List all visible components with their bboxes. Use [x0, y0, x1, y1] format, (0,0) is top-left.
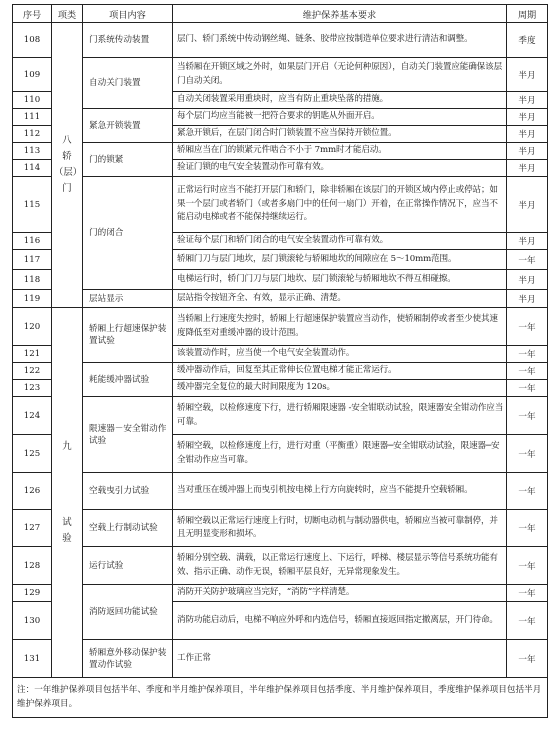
item-up-overspeed: 轿厢上行超速保护装置试验: [83, 308, 173, 363]
row-number: 126: [13, 473, 52, 510]
row-number: 121: [13, 346, 52, 363]
cycle-value: 一年: [507, 363, 548, 380]
category-eight: 八 轿 （层） 门: [52, 23, 83, 308]
cycle-value: 半月: [507, 290, 548, 308]
note-row: [13, 678, 548, 718]
row-number: 130: [13, 602, 52, 640]
table-note: 注：一年维护保养项目包括半年、季度和半月维护保养项目，半年维护保养项目包括季度、半月维护保养项目，季度维护保养项目包括半月维护保养项目。: [13, 678, 548, 718]
requirement-text: 当轿厢上行速度失控时，轿厢上行超速保护装置应当动作，使轿厢制停或者至少使其速度降低至对重缓冲器的设计范围。: [173, 308, 507, 346]
header-requirement: 维护保养基本要求: [173, 5, 507, 23]
requirement-text: 轿厢分别空载、满载，以正常运行速度上、下运行，呼梯、楼层显示等信号系统功能有效、指示正确、动作无误，轿厢平层良好，无异常现象发生。: [173, 547, 507, 585]
cycle-value: 季度: [507, 23, 548, 58]
requirement-text: 层门、轿门系统中传动钢丝绳、链条、胶带应按制造单位要求进行清洁和调整。: [173, 23, 507, 58]
maintenance-table: [12, 4, 548, 718]
item-unintended-move: 轿厢意外移动保护装置动作试验: [83, 640, 173, 678]
cycle-value: 半月: [507, 126, 548, 143]
table-row: [13, 58, 548, 92]
cycle-value: 一年: [507, 250, 548, 270]
requirement-text: 轿厢门刀与层门地坎，层门锁滚轮与轿厢地坎的间隙应在 5～10mm范围。: [173, 250, 507, 270]
row-number: 119: [13, 290, 52, 308]
cycle-value: 一年: [507, 585, 548, 602]
cycle-value: 半月: [507, 92, 548, 109]
header-number: 序号: [13, 5, 52, 23]
requirement-text: 层站指令按钮齐全、有效，显示正确、清楚。: [173, 290, 507, 308]
item-door-transmission: 门系统传动装置: [83, 23, 173, 58]
cycle-value: 一年: [507, 308, 548, 346]
row-number: 114: [13, 160, 52, 177]
cycle-value: 半月: [507, 233, 548, 250]
cycle-value: 一年: [507, 510, 548, 547]
row-number: 129: [13, 585, 52, 602]
row-number: 109: [13, 58, 52, 92]
requirement-text: 每个层门均应当能被一把符合要求的钥匙从外面开启。: [173, 109, 507, 126]
cycle-value: 半月: [507, 177, 548, 233]
item-door-lock: 门的锁紧: [83, 143, 173, 177]
item-fire-return: 消防返回功能试验: [83, 585, 173, 640]
cycle-value: 半月: [507, 270, 548, 290]
row-number: 122: [13, 363, 52, 380]
row-number: 127: [13, 510, 52, 547]
row-number: 125: [13, 435, 52, 473]
requirement-text: 轿厢空载以正常运行速度上行时，切断电动机与制动器供电，轿厢应当被可靠制停，并且无明显变形和损坏。: [173, 510, 507, 547]
table-row: [13, 640, 548, 678]
cycle-value: 半月: [507, 58, 548, 92]
table-row: [13, 547, 548, 585]
requirement-text: 消防功能启动后，电梯不响应外呼和内选信号，轿厢直接返回指定撤离层，开门待命。: [173, 602, 507, 640]
table-row: [13, 397, 548, 435]
item-traction-test: 空载曳引力试验: [83, 473, 173, 510]
maintenance-table-page: [12, 4, 547, 718]
requirement-text: 轿厢空载，以检修速度下行，进行轿厢限速器 -安全钳联动试验，限速器安全钳动作应当可靠。: [173, 397, 507, 435]
cycle-value: 一年: [507, 397, 548, 435]
requirement-text: 轿厢应当在门的锁紧元件啮合不小于 7mm时才能启动。: [173, 143, 507, 160]
requirement-text: 缓冲器完全复位的最大时间限度为 120s。: [173, 380, 507, 397]
requirement-text: 验证每个层门和轿门闭合的电气安全装置动作可靠有效。: [173, 233, 507, 250]
item-door-closing: 门的闭合: [83, 177, 173, 290]
header-category: 项类: [52, 5, 83, 23]
requirement-text: 验证门锁的电气安全装置动作可靠有效。: [173, 160, 507, 177]
row-number: 112: [13, 126, 52, 143]
row-number: 108: [13, 23, 52, 58]
row-number: 123: [13, 380, 52, 397]
row-number: 113: [13, 143, 52, 160]
row-number: 117: [13, 250, 52, 270]
table-row: [13, 143, 548, 160]
row-number: 110: [13, 92, 52, 109]
cycle-value: 一年: [507, 346, 548, 363]
cycle-value: 一年: [507, 380, 548, 397]
table-header-row: [13, 5, 548, 23]
table-row: [13, 177, 548, 233]
requirement-text: 自动关闭装置采用重块时，应当有防止重块坠落的措施。: [173, 92, 507, 109]
table-row: [13, 473, 548, 510]
requirement-text: 当对重压在缓冲器上而曳引机按电梯上行方向旋转时，应当不能提升空载轿厢。: [173, 473, 507, 510]
table-row: [13, 363, 548, 380]
requirement-text: 正常运行时应当不能打开层门和轿门，除非轿厢在该层门的开锁区域内停止或停站；如果一个层门或者轿门（或者多扇门中的任何一扇门）开着，在正常操作情况下，应当不能启动电梯或者不能保持继续运行。: [173, 177, 507, 233]
requirement-text: 缓冲器动作后，回复至其正常伸长位置电梯才能正常运行。: [173, 363, 507, 380]
category-nine: 九 试 验: [52, 308, 83, 678]
row-number: 128: [13, 547, 52, 585]
row-number: 124: [13, 397, 52, 435]
requirement-text: 消防开关防护玻璃应当完好，“消防”字样清楚。: [173, 585, 507, 602]
item-auto-close: 自动关门装置: [83, 58, 173, 109]
cycle-value: 半月: [507, 109, 548, 126]
item-emergency-unlock: 紧急开锁装置: [83, 109, 173, 143]
row-number: 111: [13, 109, 52, 126]
requirement-text: 紧急开锁后，在层门闭合时门锁装置不应当保持开锁位置。: [173, 126, 507, 143]
table-row: [13, 109, 548, 126]
cycle-value: 一年: [507, 435, 548, 473]
requirement-text: 电梯运行时，轿门门刀与层门地坎、层门锁滚轮与轿厢地坎不得互相碰擦。: [173, 270, 507, 290]
row-number: 116: [13, 233, 52, 250]
item-brake-test: 空载上行制动试验: [83, 510, 173, 547]
row-number: 118: [13, 270, 52, 290]
row-number: 115: [13, 177, 52, 233]
item-landing-display: 层站显示: [83, 290, 173, 308]
requirement-text: 该装置动作时，应当使一个电气安全装置动作。: [173, 346, 507, 363]
cycle-value: 一年: [507, 547, 548, 585]
table-row: [13, 308, 548, 346]
table-row: [13, 510, 548, 547]
table-row: [13, 585, 548, 602]
requirement-text: 工作正常: [173, 640, 507, 678]
item-run-test: 运行试验: [83, 547, 173, 585]
cycle-value: 半月: [507, 143, 548, 160]
requirement-text: 当轿厢在开锁区域之外时，如果层门开启（无论何种原因），自动关门装置应能确保该层门自动关闭。: [173, 58, 507, 92]
header-item: 项目内容: [83, 5, 173, 23]
item-buffer-test: 耗能缓冲器试验: [83, 363, 173, 397]
table-row: [13, 290, 548, 308]
requirement-text: 轿厢空载，以检修速度上行，进行对重（平衡重）限速器─安全钳联动试验，限速器─安全钳动作应当可靠。: [173, 435, 507, 473]
cycle-value: 一年: [507, 602, 548, 640]
cycle-value: 一年: [507, 473, 548, 510]
cycle-value: 一年: [507, 640, 548, 678]
header-cycle: 周期: [507, 5, 548, 23]
item-governor-test: 限速器－安全钳动作试验: [83, 397, 173, 473]
row-number: 131: [13, 640, 52, 678]
cycle-value: 半月: [507, 160, 548, 177]
row-number: 120: [13, 308, 52, 346]
table-row: [13, 23, 548, 58]
